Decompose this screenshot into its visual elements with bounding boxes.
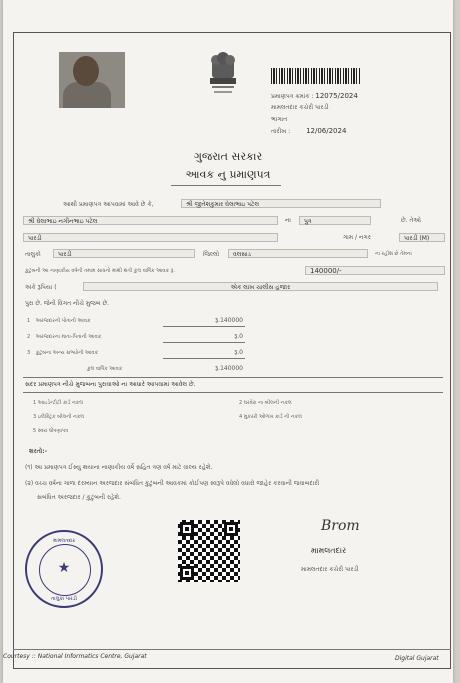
government-title: ગુજરાત સરકાર: [193, 150, 263, 163]
income-total-label: કુલ વાર્ષિક આવક: [87, 366, 123, 372]
income-row-2-value: રૂ.0: [234, 333, 243, 340]
barcode: [271, 68, 361, 84]
issue-date: 12/06/2024: [306, 127, 347, 135]
header-small-text: ભાગાત: [271, 116, 288, 123]
intro-text: આથી પ્રમાણપત્ર આપવામાં આવે છે કે,: [63, 201, 154, 208]
income-row-3: 3 કુટુંબના અન્ય સભ્યોની આવક: [27, 350, 99, 356]
certificate-number-label: પ્રમાણપત્ર ક્રમાંક :: [271, 93, 314, 100]
document-1: 1 આઇડેન્ટીટી કાર્ડ નકલ: [33, 400, 83, 406]
seal-top-text: મામલતદાર: [53, 538, 75, 544]
words-suffix: પુરા છે. જેની વિગત નીચે મુજબ છે.: [25, 300, 110, 307]
income-row-2: 2 અરજદારના માતા-પિતાની આવક: [27, 334, 102, 340]
conditions-title: શરતો:-: [29, 448, 48, 455]
applicant-photo: [59, 52, 125, 108]
village: પારડી: [23, 233, 278, 242]
signatory-role: મામલતદાર: [311, 546, 347, 555]
words-prefix: અંકે રૂપિયા (: [25, 284, 57, 291]
document-5: 5 સ્વયં ઘોષણાપત્ર: [33, 428, 69, 434]
taluka: પારડી: [53, 249, 195, 258]
resident-text: ના રહીશ છે તેમના: [375, 251, 412, 257]
footer-courtesy: Courtesy :: National Informatics Centre, Gujarat: [3, 653, 147, 660]
relation-suffix: છે. તેઓ: [401, 217, 422, 224]
office-seal: [25, 530, 103, 608]
income-in-words: એક લાખ ચાલીસ હજાર: [83, 282, 438, 291]
district: વલસાડ: [228, 249, 368, 258]
document-2: 2 ઘરવેરા ના બીલની નકલ: [239, 400, 292, 406]
income-total-value: રૂ.140000: [214, 365, 243, 372]
seal-bottom-text: તાલુકા પારડી: [51, 596, 77, 602]
income-row-1: 1 અરજદારની પોતાની આવક: [27, 318, 91, 324]
issuing-office: મામલતદાર કચેરી પારડી: [271, 104, 329, 111]
certificate-number: 12075/2024: [315, 92, 358, 100]
income-row-3-value: રૂ.0: [234, 349, 243, 356]
income-row-1-value: રૂ.140000: [214, 317, 243, 324]
national-emblem-icon: [206, 52, 240, 98]
district-label: જિલ્લો: [203, 251, 220, 258]
officer-signature: Brom: [321, 518, 360, 534]
income-line: કુટુંબની આ નાણાકીય વર્ષની તમામ સાધનો માંથી થતી કુલ વાર્ષિક આવક રૂ.: [25, 268, 175, 274]
taluka-label: તાલુકો: [25, 251, 41, 258]
condition-2-cont: સબંધિત અરજદાર / કુટુંબની રહેશે.: [37, 494, 121, 501]
place: પારડી (M): [399, 233, 445, 242]
footer-digital-gujarat: Digital Gujarat: [395, 655, 439, 662]
father-name: શ્રી ઘેલાભાઇ નગીનભાઇ પટેલ: [23, 216, 278, 225]
condition-2: (૨) વચ્ચ વર્ષના ગાળા દરમ્યાન અરજદાર સંબંધિત કુટુંબની આવકમાં કોઈપણ સ્વરૂપે વધેલો વધારો જાહેર કરવાની જવાબદારી: [25, 480, 320, 487]
annual-income: 140000/-: [305, 266, 445, 275]
applicant-name: શ્રી જીતેશકુમાર ઘેલાભાઇ પટેલ: [181, 199, 381, 208]
relation: પુત્ર: [299, 216, 371, 225]
signatory-office: મામલતદાર કચેરી પારડી: [301, 566, 359, 573]
certificate-title: આવક નુ પ્રમાણપત્ર: [185, 168, 271, 181]
seal-star-icon: ★: [57, 560, 71, 576]
relation-label: ના: [285, 217, 291, 224]
certificate-page: [3, 0, 453, 683]
basis-text: સદર પ્રમાણપત્ર નીચે મુજબના પુરાવાઓ ના આધારે આપવામાં આવેલ છે.: [25, 381, 196, 388]
verification-qr-code: [178, 520, 240, 582]
date-label: તારીખ :: [271, 128, 291, 135]
village-label: ગામ / નગર: [343, 234, 371, 241]
condition-1: (૧) આ પ્રમાણપત્ર ઈસ્યુ થયાના નાણાકીય વર્ષે સહિત ત્રણ વર્ષ માટે વાલ્ય રહેશે.: [25, 464, 213, 471]
document-4: 4 મુકરરી ઓળખ કાર્ડ ની નકલ: [239, 414, 302, 420]
document-3: 3 ઇલેક્ટ્રિક બીલની નકલ: [33, 414, 85, 420]
